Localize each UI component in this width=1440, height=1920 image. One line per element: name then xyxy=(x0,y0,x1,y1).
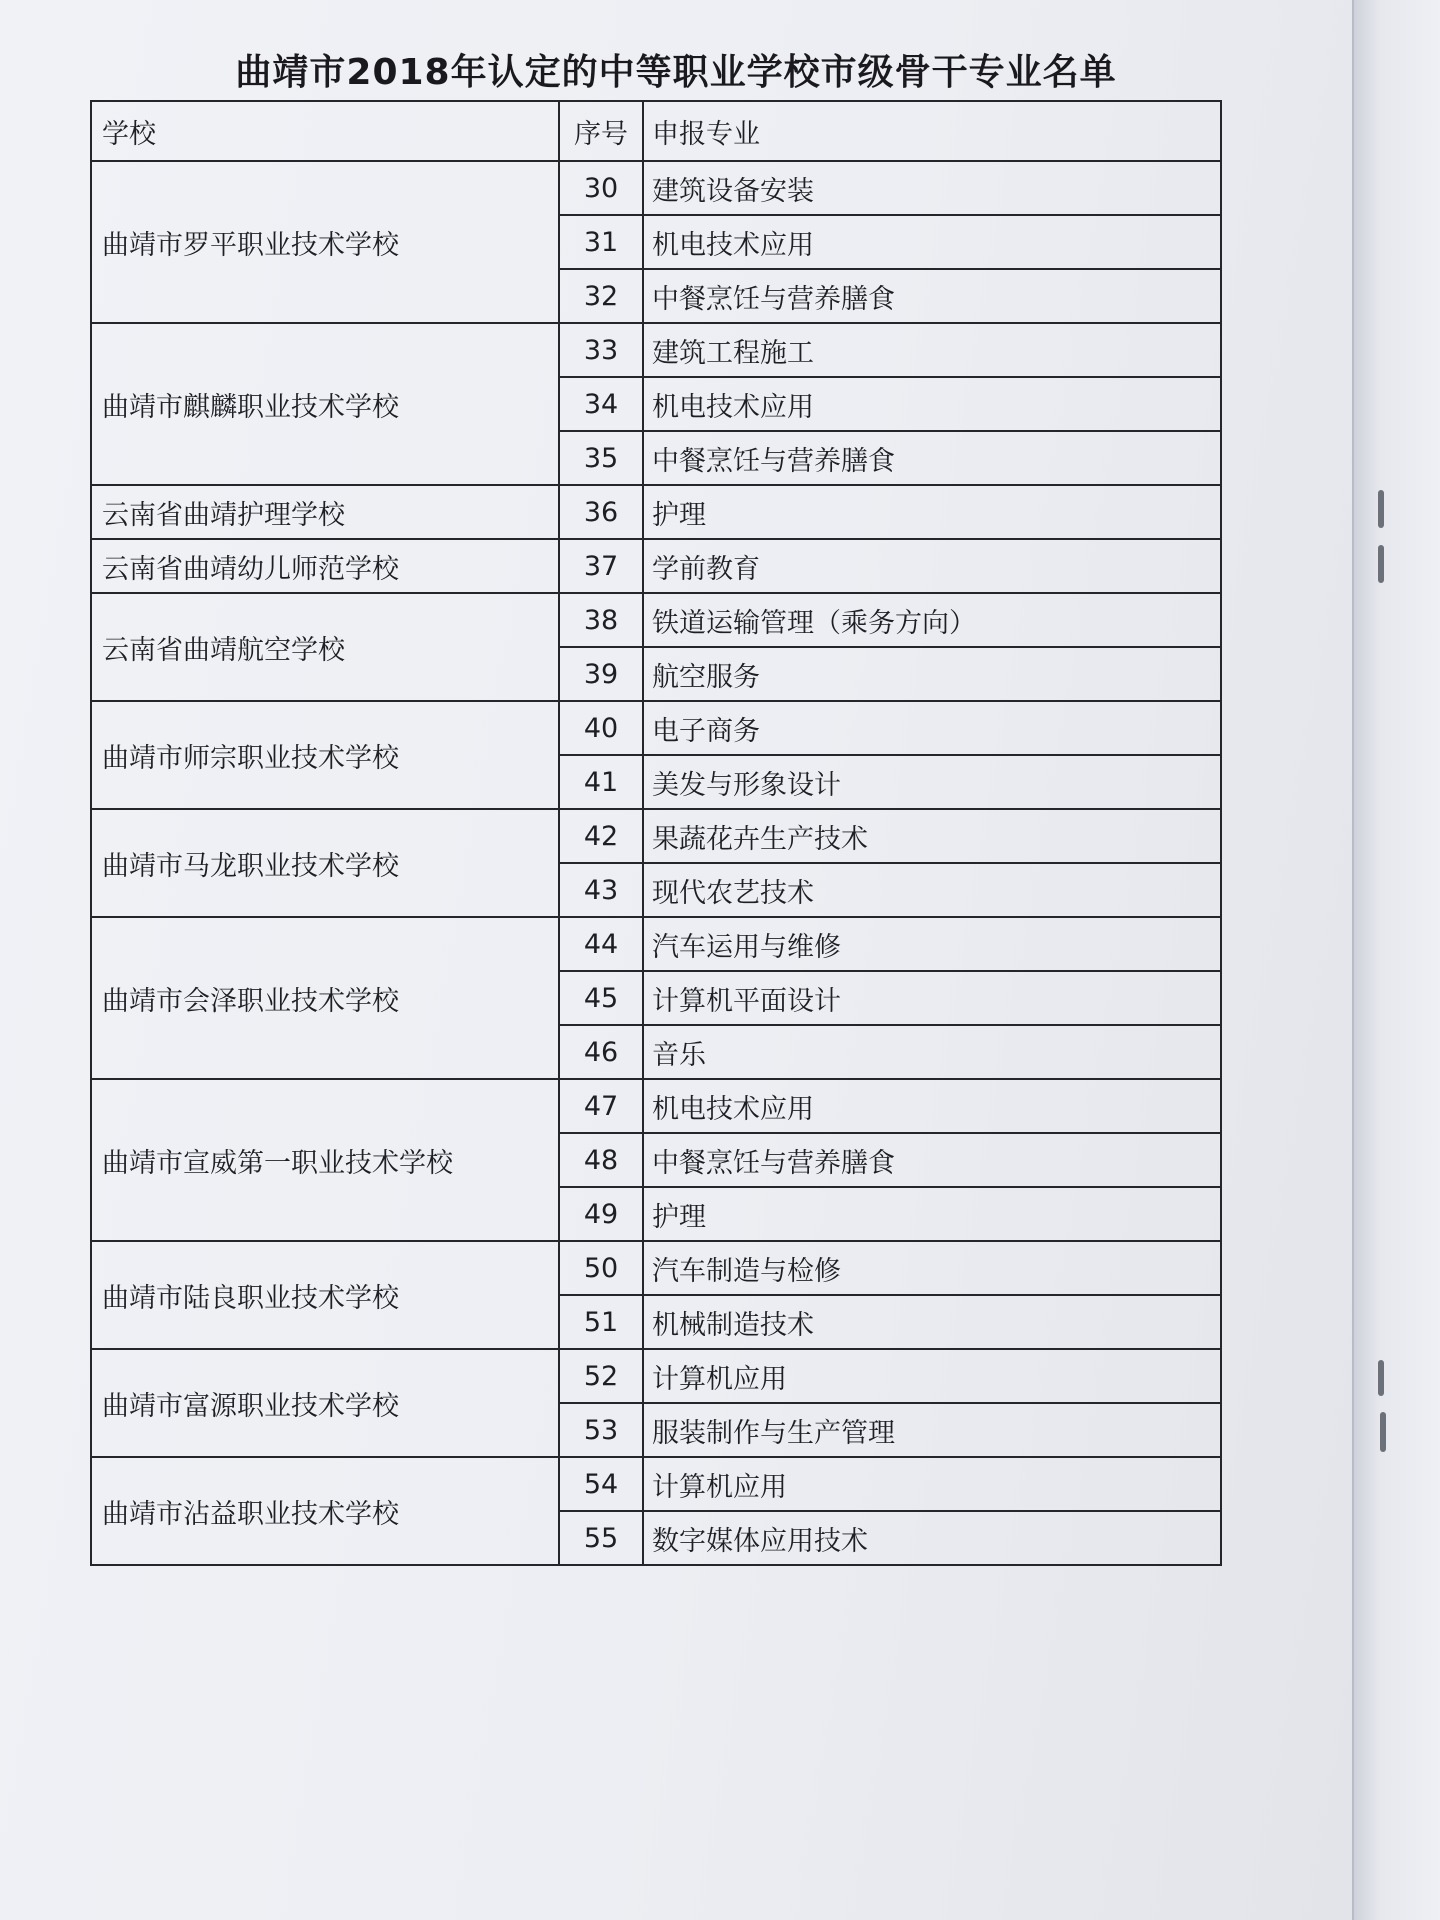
serial-number-cell: 38 xyxy=(559,593,643,647)
serial-number-cell: 52 xyxy=(559,1349,643,1403)
major-name-cell: 机电技术应用 xyxy=(643,215,1221,269)
staple xyxy=(1380,1412,1386,1452)
school-name-cell: 云南省曲靖幼儿师范学校 xyxy=(91,539,559,593)
table-row xyxy=(91,1349,1221,1403)
header-major: 申报专业 xyxy=(643,101,1221,161)
major-name-cell: 机电技术应用 xyxy=(643,1079,1221,1133)
major-name-cell: 计算机应用 xyxy=(643,1349,1221,1403)
major-name-cell: 建筑设备安装 xyxy=(643,161,1221,215)
serial-number-cell: 42 xyxy=(559,809,643,863)
serial-number-cell: 44 xyxy=(559,917,643,971)
serial-number-cell: 34 xyxy=(559,377,643,431)
serial-number-cell: 48 xyxy=(559,1133,643,1187)
major-name-cell: 汽车制造与检修 xyxy=(643,1241,1221,1295)
major-name-cell: 汽车运用与维修 xyxy=(643,917,1221,971)
school-name-cell: 曲靖市沾益职业技术学校 xyxy=(91,1457,559,1565)
table-row xyxy=(91,1079,1221,1133)
serial-number-cell: 31 xyxy=(559,215,643,269)
serial-number-cell: 53 xyxy=(559,1403,643,1457)
major-name-cell: 中餐烹饪与营养膳食 xyxy=(643,269,1221,323)
school-name-cell: 曲靖市师宗职业技术学校 xyxy=(91,701,559,809)
school-major-table xyxy=(90,100,1222,1566)
staple xyxy=(1378,545,1384,583)
table-row xyxy=(91,323,1221,377)
major-name-cell: 航空服务 xyxy=(643,647,1221,701)
table-row xyxy=(91,809,1221,863)
major-name-cell: 服装制作与生产管理 xyxy=(643,1403,1221,1457)
major-name-cell: 现代农艺技术 xyxy=(643,863,1221,917)
serial-number-cell: 47 xyxy=(559,1079,643,1133)
major-name-cell: 计算机应用 xyxy=(643,1457,1221,1511)
major-name-cell: 音乐 xyxy=(643,1025,1221,1079)
table-row xyxy=(91,1241,1221,1295)
serial-number-cell: 30 xyxy=(559,161,643,215)
major-name-cell: 中餐烹饪与营养膳食 xyxy=(643,431,1221,485)
table-row xyxy=(91,539,1221,593)
major-name-cell: 计算机平面设计 xyxy=(643,971,1221,1025)
header-school: 学校 xyxy=(91,101,559,161)
major-name-cell: 护理 xyxy=(643,1187,1221,1241)
major-name-cell: 中餐烹饪与营养膳食 xyxy=(643,1133,1221,1187)
school-name-cell: 曲靖市麒麟职业技术学校 xyxy=(91,323,559,485)
serial-number-cell: 45 xyxy=(559,971,643,1025)
serial-number-cell: 33 xyxy=(559,323,643,377)
serial-number-cell: 36 xyxy=(559,485,643,539)
school-name-cell: 曲靖市罗平职业技术学校 xyxy=(91,161,559,323)
serial-number-cell: 50 xyxy=(559,1241,643,1295)
table-row xyxy=(91,1457,1221,1511)
staple xyxy=(1378,490,1384,528)
school-name-cell: 云南省曲靖航空学校 xyxy=(91,593,559,701)
major-name-cell: 果蔬花卉生产技术 xyxy=(643,809,1221,863)
school-name-cell: 曲靖市会泽职业技术学校 xyxy=(91,917,559,1079)
serial-number-cell: 39 xyxy=(559,647,643,701)
serial-number-cell: 40 xyxy=(559,701,643,755)
table-row xyxy=(91,701,1221,755)
major-name-cell: 美发与形象设计 xyxy=(643,755,1221,809)
table-row xyxy=(91,593,1221,647)
serial-number-cell: 41 xyxy=(559,755,643,809)
document-title: 曲靖市2018年认定的中等职业学校市级骨干专业名单 xyxy=(235,52,1117,93)
table-body xyxy=(91,101,1221,1565)
major-name-cell: 机电技术应用 xyxy=(643,377,1221,431)
table-row xyxy=(91,917,1221,971)
serial-number-cell: 55 xyxy=(559,1511,643,1565)
school-name-cell: 曲靖市马龙职业技术学校 xyxy=(91,809,559,917)
header-number: 序号 xyxy=(559,101,643,161)
serial-number-cell: 37 xyxy=(559,539,643,593)
serial-number-cell: 49 xyxy=(559,1187,643,1241)
serial-number-cell: 35 xyxy=(559,431,643,485)
table-row xyxy=(91,161,1221,215)
serial-number-cell: 46 xyxy=(559,1025,643,1079)
major-name-cell: 数字媒体应用技术 xyxy=(643,1511,1221,1565)
serial-number-cell: 43 xyxy=(559,863,643,917)
staple xyxy=(1378,1360,1384,1396)
major-name-cell: 机械制造技术 xyxy=(643,1295,1221,1349)
school-name-cell: 曲靖市宣威第一职业技术学校 xyxy=(91,1079,559,1241)
major-name-cell: 电子商务 xyxy=(643,701,1221,755)
major-name-cell: 铁道运输管理（乘务方向） xyxy=(643,593,1221,647)
table-row xyxy=(91,485,1221,539)
school-name-cell: 曲靖市陆良职业技术学校 xyxy=(91,1241,559,1349)
underlying-page-edge xyxy=(1352,0,1440,1920)
major-name-cell: 护理 xyxy=(643,485,1221,539)
school-name-cell: 云南省曲靖护理学校 xyxy=(91,485,559,539)
serial-number-cell: 32 xyxy=(559,269,643,323)
major-name-cell: 建筑工程施工 xyxy=(643,323,1221,377)
serial-number-cell: 51 xyxy=(559,1295,643,1349)
major-name-cell: 学前教育 xyxy=(643,539,1221,593)
school-name-cell: 曲靖市富源职业技术学校 xyxy=(91,1349,559,1457)
serial-number-cell: 54 xyxy=(559,1457,643,1511)
table-header-row xyxy=(91,101,1221,161)
